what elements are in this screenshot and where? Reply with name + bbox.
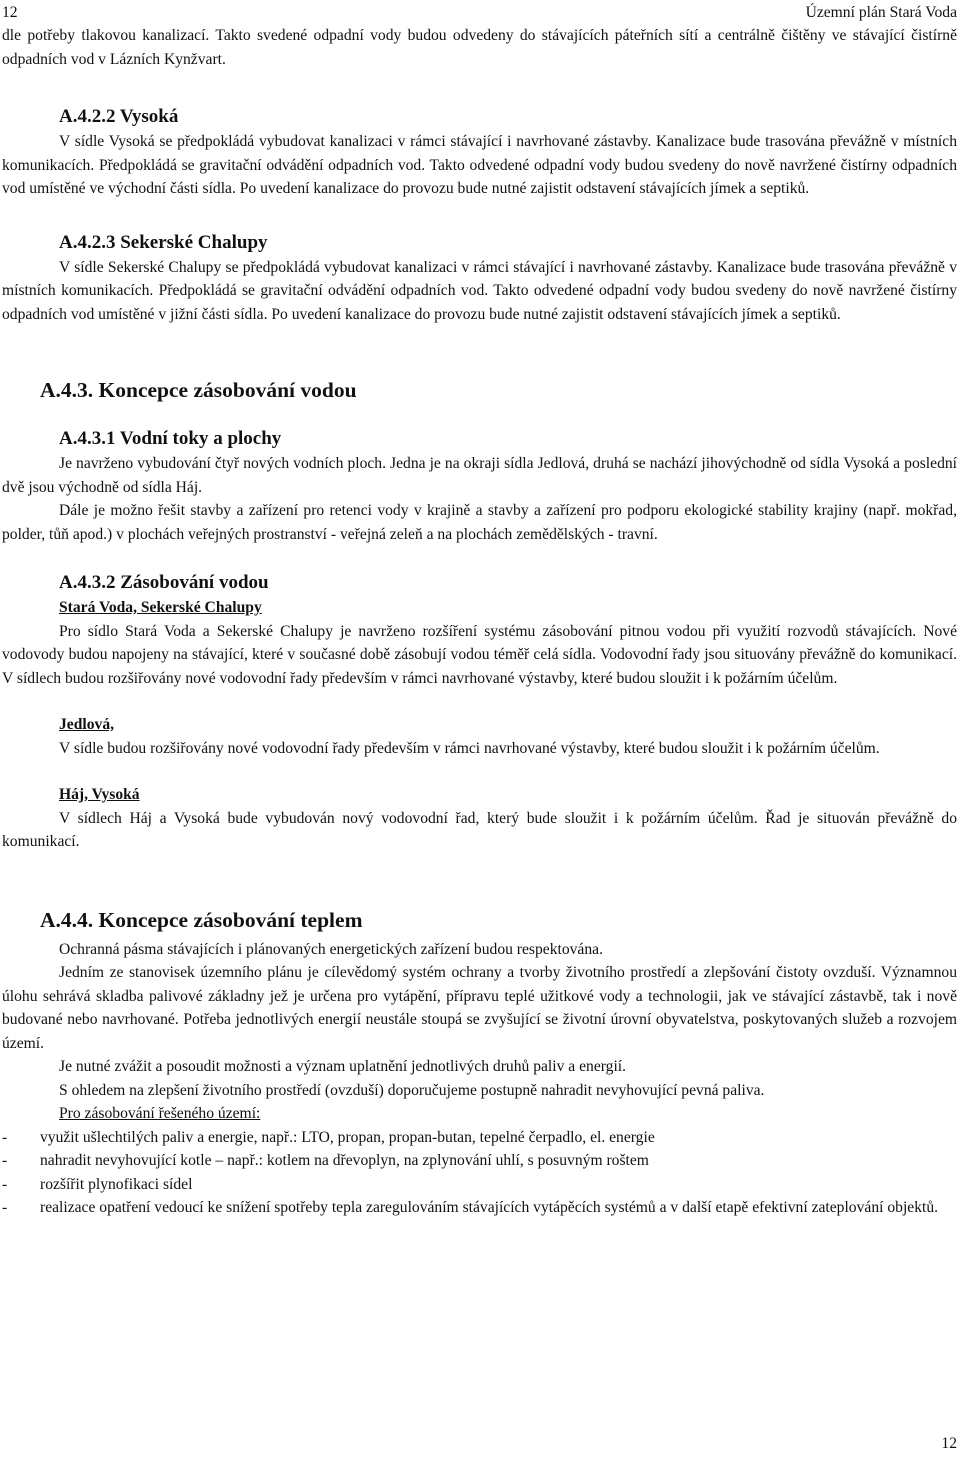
- footer-page-number: 12: [941, 1435, 957, 1452]
- section-heading-a422: A.4.2.2 Vysoká: [59, 106, 179, 127]
- header-page-number: 12: [2, 4, 18, 21]
- section-heading-a431: A.4.3.1 Vodní toky a plochy: [59, 428, 282, 449]
- heating-measures-list: [2, 1126, 957, 1220]
- list-item: - realizace opatření vedoucí ke snížení spotřeby tepla zaregulováním stávajících vytápěcích systémů a v další etapě efektivní zateplování objektů.: [2, 1199, 939, 1216]
- list-item: - využit ušlechtilých paliv a energie, např.: LTO, propan, propan-butan, tepelné čerpadlo, el. energie: [2, 1128, 655, 1146]
- section-a44-paragraph-2: Jedním ze stanovisek územního plánu je cílevědomý systém ochrany a tvorby životního prostředí a zlepšování čistoty ovzduší. Významnou úlohu sehrává skladba palivové základny jež je určena pro vytápění, přípravu teplé užitkové vody a technologii, jak ve stávající zástavbě, tak i nově budované nebo navrhované. Potřeba jednotlivých energií neustále stoupá se zvyšující se životní úrovní obyvatelstva, poskytovaných služeb a rozvojem území.: [2, 964, 957, 1052]
- page-header: [2, 1, 957, 24]
- section-a423-text: V sídle Sekerské Chalupy se předpokládá vybudovat kanalizaci v rámci stávající i navrhované zástavby. Kanalizace bude trasována převážně v místních komunikacích. Předpokládá se gravitační odvádění odpadních vod. Takto odvedené odpadní vody budou svedeny do nově navržené čistírny odpadních vod umístěné v jižní části sídla. Po uvedení kanalizace do provozu bude nutné zajistit odstavení stávajících jímek a septiků.: [2, 258, 957, 323]
- document-page: [2, 0, 957, 1220]
- section-a44-paragraph-3: Je nutné zvážit a posoudit možnosti a význam uplatnění jednotlivých druhů paliv a energií.: [59, 1058, 627, 1075]
- subheading-stara-voda: Stará Voda, Sekerské Chalupy: [59, 599, 262, 616]
- subheading-haj-vysoka: Háj, Vysoká: [59, 786, 140, 803]
- list-item: - rozšířit plynofikaci sídel: [2, 1175, 193, 1193]
- section-a44-paragraph-4: S ohledem na zlepšení životního prostředí (ovzduší) doporučujeme postupně nahradit nevyhovující pevná paliva.: [59, 1081, 765, 1099]
- list-title: Pro zásobování řešeného území:: [59, 1105, 261, 1122]
- header-document-title: Územní plán Stará Voda: [805, 4, 957, 21]
- section-a422-text: V sídle Vysoká se předpokládá vybudovat kanalizaci v rámci stávající i navrhované zástavby. Kanalizace bude trasována převážně v místních komunikacích. Předpokládá se gravitační odvádění odpadních vod. Takto odvedené odpadní vody budou svedeny do nově navržené čistírny odpadních vod umístěné ve východní části sídla. Po uvedení kanalizace do provozu bude nutné zajistit odstavení stávajících jímek a septiků.: [2, 133, 957, 197]
- section-heading-a423: A.4.2.3 Sekerské Chalupy: [59, 231, 268, 253]
- section-heading-a43: A.4.3. Koncepce zásobování vodou: [40, 378, 357, 402]
- section-a431-paragraph-1: Je navrženo vybudování čtyř nových vodních ploch. Jedna je na okraji sídla Jedlová, druhá se nachází jihovýchodně od sídla Vysoká a poslední dvě jsou východně od sídla Háj.: [2, 455, 957, 496]
- list-item: - nahradit nevyhovující kotle – např.: kotlem na dřevoplyn, na zplynování uhlí, s posuvným roštem: [2, 1152, 649, 1169]
- section-a432-paragraph-1: Pro sídlo Stará Voda a Sekerské Chalupy je navrženo rozšíření systému zásobování pitnou vodou při využití rozvodů stávajících. Nové vodovody budou napojeny na stávající, které v současné době zásobují vodou téměř celá sídla. Vodovodní řady jsou situovány převážně do komunikací. V sídlech budou rozšiřovány nové vodovodní řady především v rámci navrhované výstavby, které budou sloužit i k požárním účelům.: [2, 622, 957, 687]
- section-heading-a44: A.4.4. Koncepce zásobování teplem: [40, 907, 363, 932]
- section-a44-paragraph-1: Ochranná pásma stávajících i plánovaných energetických zařízení budou respektována.: [59, 940, 603, 958]
- section-a432-paragraph-3: V sídlech Háj a Vysoká bude vybudován nový vodovodní řad, který bude sloužit i k požárním účelům. Řad je situován převážně do komunikací.: [2, 809, 957, 850]
- subheading-jedlova: Jedlová,: [59, 716, 115, 733]
- section-heading-a432: A.4.3.2 Zásobování vodou: [59, 572, 269, 593]
- intro-paragraph: dle potřeby tlakovou kanalizací. Takto svedené odpadní vody budou odvedeny do stávajících páteřních sítí a centrálně čištěny ve stávající čistírně odpadních vod v Lázních Kynžvart.: [2, 27, 957, 68]
- section-a431-paragraph-2: Dále je možno řešit stavby a zařízení pro retenci vody v krajině a stavby a zařízení pro podporu ekologické stability krajiny (např. mokřad, polder, tůň apod.) v plochách veřejných prostranství - veřejná zeleň a na plochách zemědělských - travní.: [2, 502, 957, 543]
- section-a432-paragraph-2: V sídle budou rozšiřovány nové vodovodní řady především v rámci navrhované výstavby, které budou sloužit i k požárním účelům.: [59, 739, 880, 757]
